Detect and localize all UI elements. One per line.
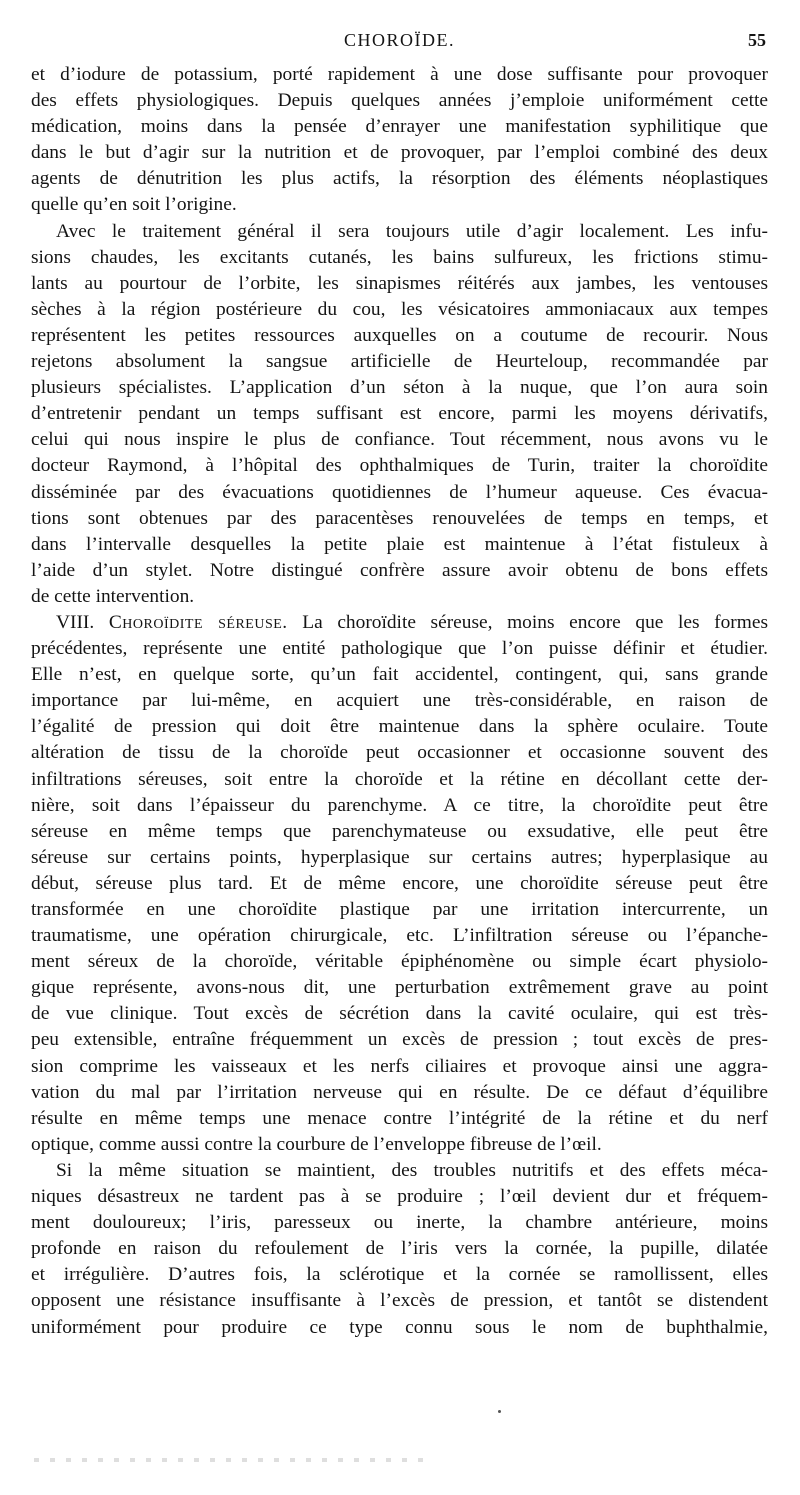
text-line: séreuse en même temps que parenchymateuse ou exsudative, elle peut être — [31, 820, 768, 842]
paragraph-1 — [31, 62, 768, 219]
section-title: Choroïdite séreuse. — [108, 611, 288, 633]
show-through-marks — [34, 1458, 424, 1462]
text-line: rejetons absolument la sangsue artificielle de Heurteloup, recommandée par — [31, 351, 768, 373]
text-line: niques désastreux ne tardent pas à se produire ; l’œil devient dur et fréquem- — [31, 1186, 768, 1208]
text-line: Si la même situation se maintient, des troubles nutritifs et des effets méca- — [56, 1159, 768, 1181]
text-line: docteur Raymond, à l’hôpital des ophthalmiques de Turin, traiter la choroïdite — [31, 455, 768, 477]
text-line: ment séreux de la choroïde, véritable épiphénomène ou simple écart physiolo- — [31, 951, 768, 973]
running-header — [31, 30, 768, 58]
text-line: l’égalité de pression qui doit être maintenue dans la sphère oculaire. Toute — [31, 716, 768, 738]
text-line: l’aide d’un stylet. Notre distingué confrère assure avoir obtenu de bons effets — [31, 559, 768, 581]
text-line: résulte en même temps une menace contre l’intégrité de la rétine et du nerf — [31, 1107, 768, 1129]
running-title: CHOROÏDE. — [344, 30, 455, 50]
text-line: Avec le traitement général il sera toujours utile d’agir localement. Les infu- — [56, 220, 768, 242]
text-line: dans le but d’agir sur la nutrition et de provoquer, par l’emploi combiné des deux — [31, 142, 768, 164]
text-line: tions sont obtenues par des paracentèses renouvelées de temps en temps, et — [31, 507, 768, 529]
text-line: sèches à la région postérieure du cou, les vésicatoires ammoniacaux aux tempes — [31, 298, 768, 320]
text-line: lants au pourtour de l’orbite, les sinapismes réitérés aux jambes, les ventouses — [31, 272, 768, 294]
text-line: de vue clinique. Tout excès de sécrétion dans la cavité oculaire, qui est très- — [31, 1003, 768, 1025]
text-line: séreuse sur certains points, hyperplasique sur certains autres; hyperplasique au — [31, 846, 768, 868]
text-line: peu extensible, entraîne fréquemment un excès de pression ; tout excès de pres- — [31, 1029, 768, 1051]
text-line: disséminée par des évacuations quotidiennes de l’humeur aqueuse. Ces évacua- — [31, 481, 768, 503]
text-line: infiltrations séreuses, soit entre la choroïde et la rétine en décollant cette der- — [31, 768, 768, 790]
print-speck — [498, 1410, 501, 1413]
paragraph-4 — [31, 1158, 768, 1341]
text-line: quelle qu’en soit l’origine. — [31, 194, 237, 216]
paragraph-3 — [31, 610, 768, 1158]
text-line: importance par lui-même, en acquiert une très-considérable, en raison de — [31, 690, 768, 712]
text-line: dans l’intervalle desquelles la petite plaie est maintenue à l’état fistuleux à — [31, 533, 768, 555]
text-line: traumatisme, une opération chirurgicale, etc. L’infiltration séreuse ou l’épanche- — [31, 925, 768, 947]
text-line: sions chaudes, les excitants cutanés, les bains sulfureux, les frictions stimu- — [31, 246, 768, 268]
text-line: Elle n’est, en quelque sorte, qu’un fait accidentel, contingent, qui, sans grande — [31, 664, 768, 686]
text-line: ment douloureux; l’iris, paresseux ou inerte, la chambre antérieure, moins — [31, 1212, 768, 1234]
body-text — [31, 62, 768, 1341]
text-line: uniformément pour produire ce type connu sous le nom de buphthalmie, — [31, 1316, 768, 1338]
text-line: et d’iodure de potassium, porté rapidement à une dose suffisante pour provoquer — [31, 64, 768, 85]
text-line: médication, moins dans la pensée d’enrayer une manifestation syphilitique que — [31, 116, 768, 138]
text-line: nière, soit dans l’épaisseur du parenchyme. A ce titre, la choroïdite peut être — [31, 794, 768, 816]
text-line: précédentes, représente une entité pathologique que l’on puisse définir et étudier. — [31, 638, 768, 660]
text-line: d’entretenir pendant un temps suffisant est encore, parmi les moyens dérivatifs, — [31, 403, 768, 425]
text-line: début, séreuse plus tard. Et de même encore, une choroïdite séreuse peut être — [31, 872, 768, 894]
text-line: plusieurs spécialistes. L’application d’un séton à la nuque, que l’on aura soin — [31, 377, 768, 399]
text-line: celui qui nous inspire le plus de confiance. Tout récemment, nous avons vu le — [31, 429, 768, 451]
text-line: profonde en raison du refoulement de l’iris vers la cornée, la pupille, dilatée — [31, 1238, 768, 1260]
text-line: La choroïdite séreuse, moins encore que les formes — [302, 611, 768, 633]
text-line: des effets physiologiques. Depuis quelques années j’emploie uniformément cette — [31, 90, 768, 112]
section-number: VIII. — [56, 611, 95, 633]
paragraph-2 — [31, 219, 768, 610]
text-line: agents de dénutrition les plus actifs, la résorption des éléments néoplastiques — [31, 168, 768, 190]
text-line: vation du mal par l’irritation nerveuse qui en résulte. De ce défaut d’équilibre — [31, 1081, 768, 1103]
text-line: représentent les petites ressources auxquelles on a coutume de recourir. Nous — [31, 324, 768, 346]
page-number: 55 — [748, 30, 766, 50]
text-line: et irrégulière. D’autres fois, la sclérotique et la cornée se ramollissent, elles — [31, 1264, 768, 1286]
text-line: opposent une résistance insuffisante à l’excès de pression, et tantôt se distendent — [31, 1290, 768, 1312]
text-line: sion comprime les vaisseaux et les nerfs ciliaires et provoque ainsi une aggra- — [31, 1055, 768, 1077]
text-line: altération de tissu de la choroïde peut occasionner et occasionne souvent des — [31, 742, 768, 764]
text-line: transformée en une choroïdite plastique par une irritation intercurrente, un — [31, 899, 768, 920]
section-heading-line — [31, 610, 768, 636]
text-line: optique, comme aussi contre la courbure de l’enveloppe fibreuse de l’œil. — [31, 1133, 602, 1155]
text-line: de cette intervention. — [31, 585, 195, 607]
text-line: gique représente, avons-nous dit, une perturbation extrêmement grave au point — [31, 977, 768, 999]
